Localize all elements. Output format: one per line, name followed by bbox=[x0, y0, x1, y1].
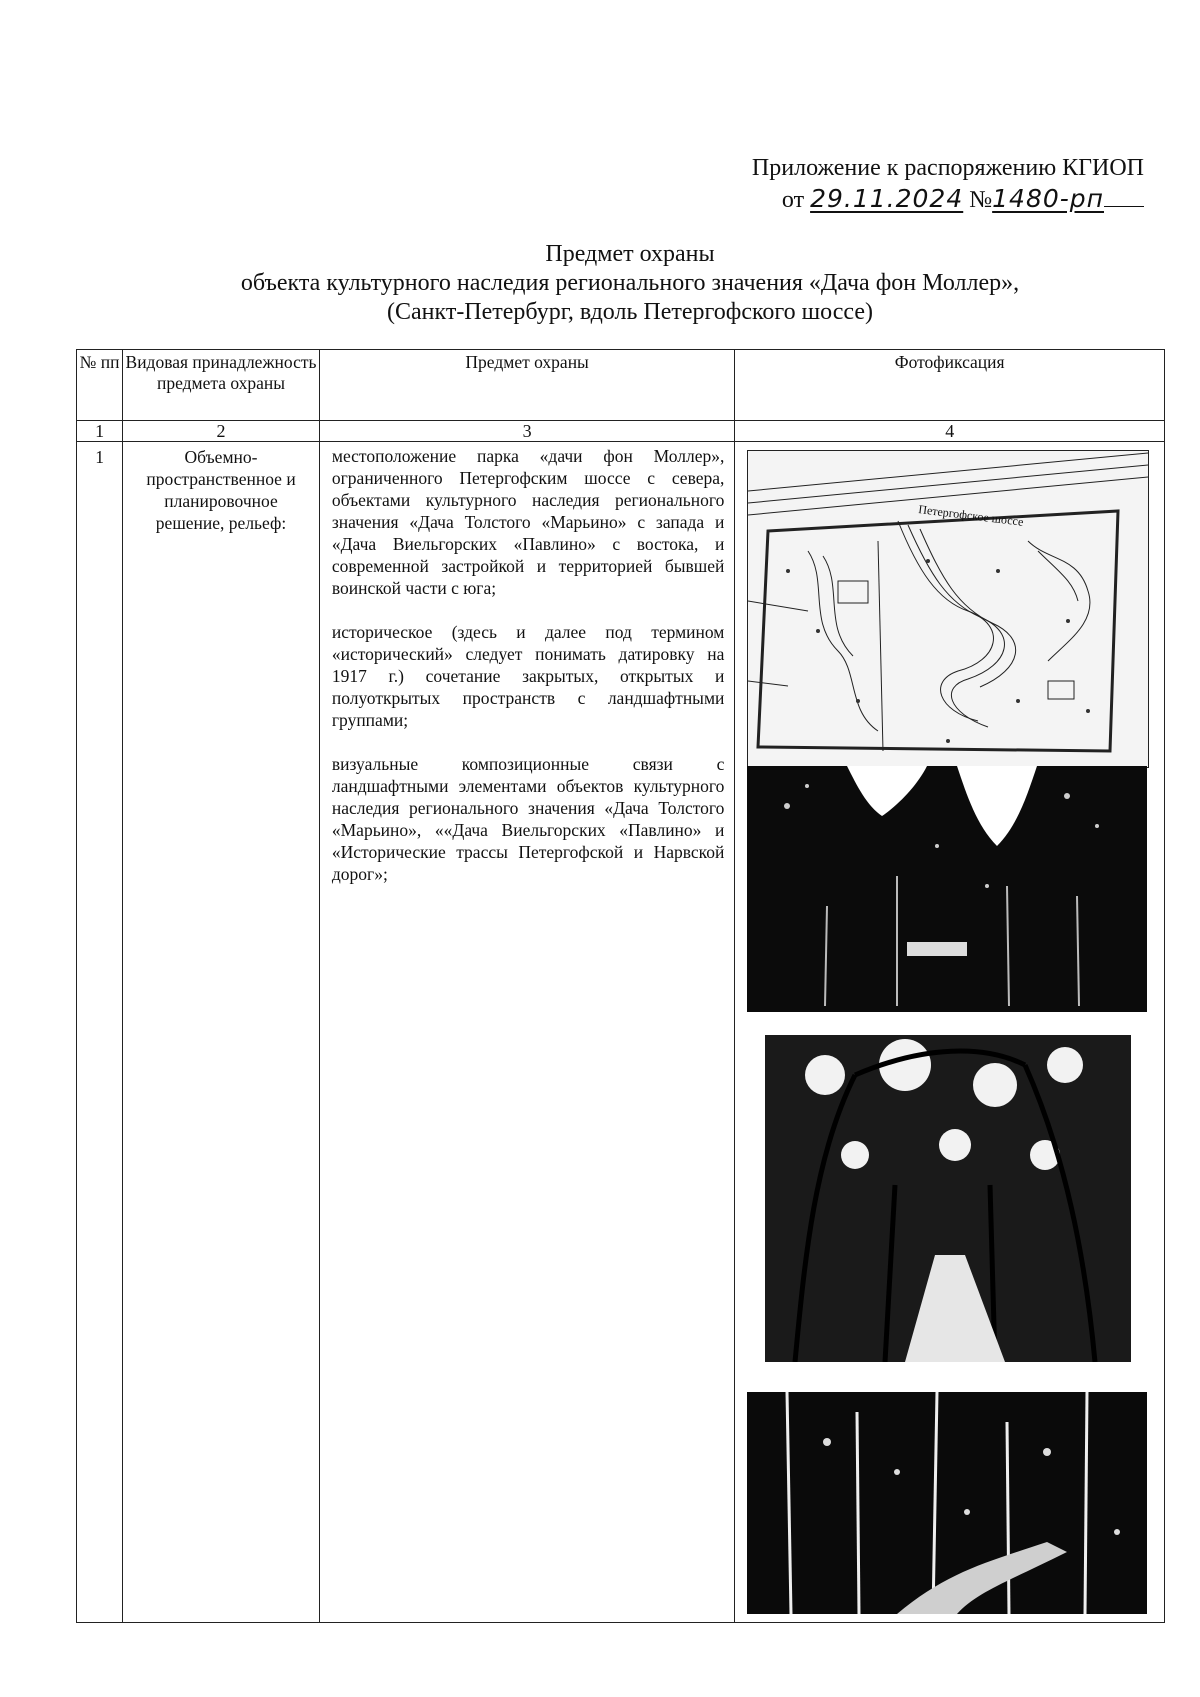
document-subtitle: объекта культурного наследия регионального значения «Дача фон Моллер», bbox=[240, 270, 1020, 296]
handwritten-number: 1480-рп bbox=[992, 184, 1104, 213]
column-number: 3 bbox=[319, 421, 735, 442]
column-number: 1 bbox=[77, 421, 123, 442]
signature-underline bbox=[1104, 184, 1144, 207]
row-description bbox=[319, 442, 735, 1623]
appendix-line: Приложение к распоряжению КГИОП bbox=[751, 155, 1144, 181]
table-header-row bbox=[77, 350, 1165, 421]
row-type: Объемно-пространственное и планировочное решение, рельеф: bbox=[123, 442, 320, 1623]
number-sign: № bbox=[969, 187, 993, 213]
header-subject: Предмет охраны bbox=[319, 350, 735, 421]
document-location: (Санкт-Петербург, вдоль Петергофского шоссе) bbox=[386, 299, 873, 325]
row-photos bbox=[735, 442, 1165, 1623]
header-type: Видовая принадлежность предмета охраны bbox=[123, 350, 320, 421]
table-row bbox=[77, 442, 1165, 1623]
column-number: 4 bbox=[735, 421, 1165, 442]
map-road-label: Петергофское шоссе bbox=[918, 502, 1025, 529]
header-num: № пп bbox=[77, 350, 123, 421]
protection-table bbox=[76, 349, 1165, 1623]
description-paragraph: визуальные композиционные связи с ландшафтными элементами объектов культурного наследия регионального значения «Дача Толстого «Марьино», ««Дача Виельгорских «Павлино» и «Исторические трассы Петергофской и Нарвской дорог»; bbox=[331, 754, 725, 884]
row-number: 1 bbox=[77, 442, 123, 1623]
document-title: Предмет охраны bbox=[545, 241, 715, 267]
handwritten-date: 29.11.2024 bbox=[810, 184, 964, 213]
site-plan-map bbox=[747, 450, 1149, 768]
column-number: 2 bbox=[123, 421, 320, 442]
appendix-date-line bbox=[782, 184, 1144, 214]
column-number-row bbox=[77, 421, 1165, 442]
date-prefix: от bbox=[781, 187, 805, 213]
park-photo-forest bbox=[747, 1392, 1147, 1614]
park-photo-trees bbox=[747, 766, 1147, 1012]
description-paragraph: местоположение парка «дачи фон Моллер», ограниченного Петергофским шоссе с севера, объектами культурного наследия регионального значения «Дача Толстого «Марьино» с запада и «Дача Виельгорских «Павлино» с востока, и современной застройкой и территорией бывшей воинской части с юга; bbox=[331, 446, 725, 598]
park-photo-path bbox=[765, 1035, 1131, 1362]
header-photo: Фотофиксация bbox=[735, 350, 1165, 421]
description-paragraph: историческое (здесь и далее под термином «исторический» следует понимать датировку на 1917 г.) сочетание закрытых, открытых и полуоткрытых пространств с ландшафтными группами; bbox=[331, 622, 725, 730]
